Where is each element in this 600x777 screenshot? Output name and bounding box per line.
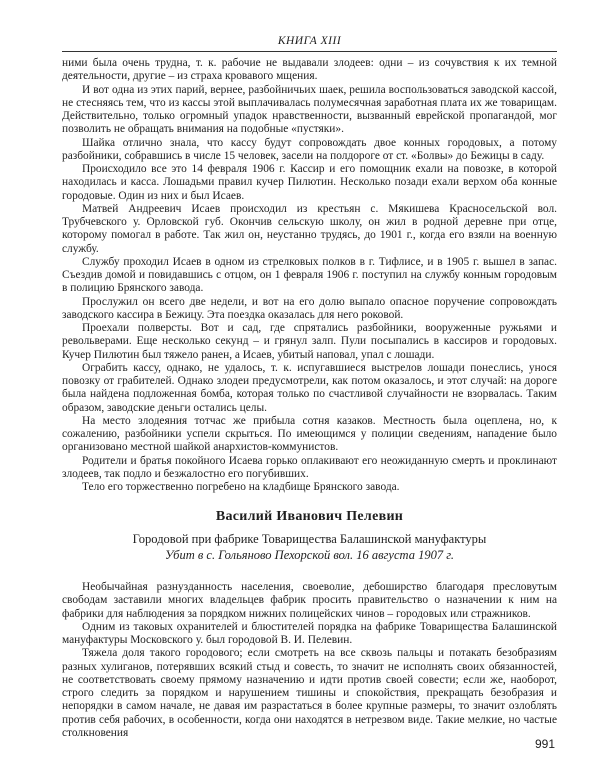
entry-name-heading: Василий Иванович Пелевин (215, 509, 404, 524)
paragraph: Происходило все это 14 февраля 1906 г. Кассир и его помощник ехали на повозке, в которой находилась и касса. Лошадьми правил кучер Пилютин. Несколько позади ехали верхом оба конные городовые. Один из них и был Исаев. (62, 163, 557, 202)
running-head: КНИГА XIII (277, 35, 342, 47)
page-number: 991 (534, 737, 555, 751)
isaev-text (62, 57, 557, 494)
paragraph: Матвей Андреевич Исаев происходил из крестьян с. Мякишева Красносельской вол. Трубчевского у. Орловской губ. Окончив сельскую школу, он жил в родной деревне при отце, которому помогал в работе. Так жил он, неустанно трудясь, до 1901 г., когда его взяли на военную службу. (62, 202, 557, 255)
paragraph: Родители и братья покойного Исаева горько оплакивают его неожиданную смерть и проклинают злодеев, так подло и безжалостно его погубивших. (62, 454, 557, 480)
paragraph: На место злодеяния тотчас же прибыла сотня казаков. Местность была оцеплена, но, к сожалению, разбойники успели скрыться. По имеющимся у полиции сведениям, нападение было организовано местной шайкой анархистов-коммунистов. (62, 414, 557, 454)
paragraph: Службу проходил Исаев в одном из стрелковых полков в г. Тифлисе, и в 1905 г. вышел в запас. Съездив домой и повидавшись с отцом, он 1 февраля 1906 г. поступил на службу конным городовым в полицию Брянского завода. (62, 255, 557, 295)
header-rule (62, 51, 557, 52)
paragraph: И вот одна из этих парий, вернее, разбойничьих шаек, решила воспользоваться заводской кассой, не стесняясь тем, что из кассы этой выплачивалась полумесячная заработная плата их же товарищам. Действительно, только огромный упадок нравственности, вызванный еврейской пропагандой, мог позволить не обращать внимания на подобные «пустяки». (62, 83, 557, 136)
paragraph: Одним из таковых охранителей и блюстителей порядка на фабрике Товарищества Балашинской мануфактуры Московского у. был городовой В. И. Пелевин. (62, 620, 557, 646)
paragraph: Необычайная разнузданность населения, своеволие, дебоширство благодаря пресловутым свободам заставили многих владельцев фабрик просить правительство о назначении к ним на фабрики для наблюдения за порядком нижних полицейских чинов – городовых или стражников. (62, 581, 557, 620)
pelevin-text (62, 581, 557, 740)
paragraph: Тяжела доля такого городового; если смотреть на все сквозь пальцы и потакать безобразиям разных хулиганов, потерявших всякий стыд и совесть, то значит не исполнять своих обязанностей, не соответствовать своему прямому назначению и идти против своей совести; если же, наоборот, строго следить за порядком и нарушением тишины и спокойствия, прекращать безобразия и непорядки в самом начале, не давая им разрастаться в более крупные размеры, то значит озлоблять против себя рабочих, в особенности, когда они находятся в нетрезвом виде. Такие мелкие, но частые столкновения (62, 647, 557, 739)
paragraph: Проехали полверсты. Вот и сад, где спрятались разбойники, вооруженные ружьями и револьверами. Еще несколько секунд – и грянул залп. Пули посыпались в кассиров и городовых. Кучер Пилютин был тяжело ранен, а Исаев, убитый наповал, упал с лошади. (62, 322, 557, 361)
entry-death-note: Убит в с. Гольяново Пехорской вол. 16 августа 1907 г. (164, 548, 455, 562)
paragraph: ними была очень трудна, т. к. рабочие не выдавали злодеев: одни – из сочувствия к их темной деятельности, другие – из страха кровавого мщения. (62, 57, 557, 83)
paragraph: Прослужил он всего две недели, и вот на его долю выпало опасное поручение сопровождать заводского кассира в Бежицу. Эта поездка оказалась для него роковой. (62, 295, 557, 321)
paragraph: Шайка отлично знала, что кассу будут сопровождать двое конных городовых, а потому разбойники, собравшись в числе 15 человек, засели на полдороге от ст. «Болвы» до Бежицы в саду. (62, 136, 557, 162)
paragraph: Ограбить кассу, однако, не удалось, т. к. испугавшиеся выстрелов лошади понеслись, унося повозку от грабителей. Однако злодеи предусмотрели, как потом оказалось, и этот случай: на дороге была найдена подложенная бомба, которая только по счастливой случайности не взорвалась. Таким образом, заводские деньги остались целы. (62, 361, 557, 414)
entry-position: Городовой при фабрике Товарищества Балашинской мануфактуры (132, 532, 487, 546)
paragraph: Тело его торжественно погребено на кладбище Брянского завода. (82, 481, 400, 493)
